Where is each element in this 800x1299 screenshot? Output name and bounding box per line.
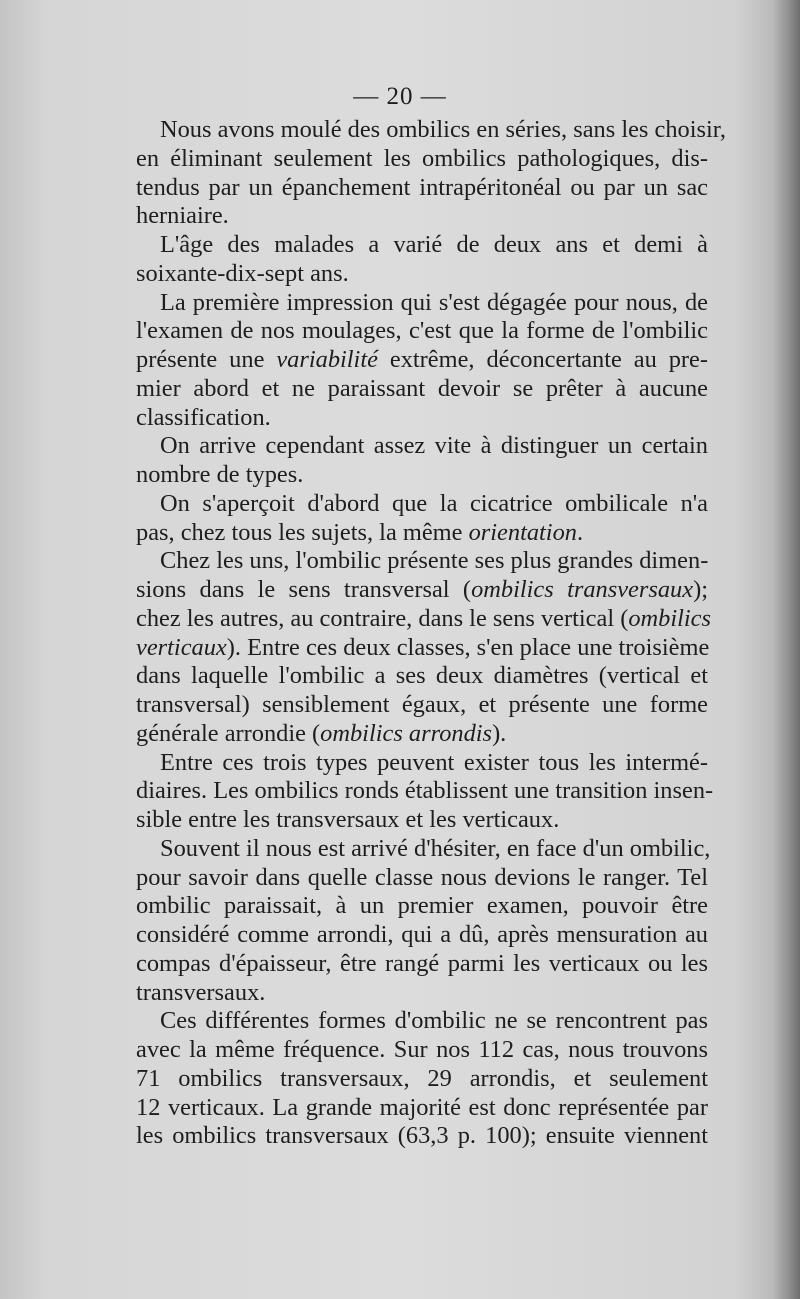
text-segment: diaires. Les ombilics ronds établissent une transition insen- [136, 777, 714, 805]
text-line [136, 1065, 708, 1094]
italic-text: orientation [468, 518, 577, 546]
text-segment: L'âge des malades a varié de deux ans et demi à [160, 231, 708, 258]
text-line [136, 432, 708, 461]
text-line [136, 950, 708, 979]
text-line [136, 519, 708, 548]
text-segment: les ombilics transversaux (63,3 p. 100); ensuite viennent [136, 1122, 708, 1150]
text-segment: dans laquelle l'ombilic a ses deux diamètres (vertical et [136, 662, 708, 690]
text-segment: chez les autres, au contraire, dans le sens vertical ( [136, 604, 629, 632]
paragraph [136, 490, 708, 548]
text-segment: extrême, déconcertante au pre- [377, 346, 708, 373]
text-line [136, 777, 714, 806]
text-segment: ); [693, 576, 708, 603]
text-segment: sions dans le sens transversal ( [136, 576, 472, 603]
text-line [136, 979, 708, 1008]
body-text [136, 116, 727, 1151]
text-segment: générale arrondie ( [136, 719, 321, 747]
text-line [136, 662, 708, 691]
text-line [136, 720, 708, 749]
text-line [136, 634, 708, 663]
text-line [136, 604, 711, 634]
text-segment: ). Entre ces deux classes, s'en place une troisième [226, 633, 710, 661]
paragraph [136, 289, 708, 433]
text-segment: ). [492, 719, 507, 747]
page-edge-shadow [772, 0, 800, 1299]
paragraph [136, 231, 708, 289]
text-line [136, 576, 708, 605]
text-segment: considéré comme arrondi, qui a dû, après mensuration au [136, 921, 708, 948]
text-segment: 71 ombilics transversaux, 29 arrondis, et seulement [136, 1064, 708, 1092]
text-segment: ombilic paraissait, à un premier examen, pouvoir être [136, 892, 708, 920]
text-line [136, 921, 708, 950]
text-segment: tendus par un épanchement intrapéritonéal ou par un sac [136, 173, 708, 201]
text-segment: herniaire. [136, 202, 229, 230]
text-line [136, 490, 708, 519]
text-line [136, 806, 708, 835]
text-segment: pour savoir dans quelle classe nous devions le ranger. Tel [136, 863, 708, 891]
text-line [136, 1094, 708, 1123]
text-line [136, 892, 708, 921]
text-segment: transversaux. [136, 978, 266, 1006]
text-segment: avec la même fréquence. Sur nos 112 cas, nous trouvons [136, 1036, 708, 1063]
text-line [136, 174, 708, 203]
text-line [136, 749, 708, 778]
text-line [136, 289, 708, 318]
italic-text: variabilité [276, 346, 378, 373]
text-segment: soixante-dix-sept ans. [136, 259, 349, 287]
text-segment: sible entre les transversaux et les verticaux. [136, 806, 560, 833]
paragraph [136, 116, 727, 231]
text-segment: mier abord et ne paraissant devoir se prêter à aucune [136, 374, 708, 402]
paragraph [136, 547, 711, 748]
paragraph [136, 1007, 708, 1151]
text-segment: l'examen de nos moulages, c'est que la forme de l'ombilic [136, 317, 708, 345]
text-segment: Chez les uns, l'ombilic présente ses plus grandes dimen- [160, 547, 709, 575]
text-segment: On s'aperçoit d'abord que la cicatrice ombilicale n'a [160, 489, 708, 517]
paragraph [136, 748, 714, 835]
text-line [136, 145, 708, 174]
text-segment: On arrive cependant assez vite à distinguer un certain [160, 432, 708, 460]
text-segment: Souvent il nous est arrivé d'hésiter, en face d'un ombilic, [160, 834, 711, 862]
text-line [136, 346, 708, 375]
text-segment: compas d'épaisseur, être rangé parmi les verticaux ou les [136, 949, 708, 977]
text-line [136, 202, 708, 231]
text-line [136, 461, 708, 490]
italic-text: ombilics arrondis [320, 719, 493, 747]
text-line [136, 1122, 708, 1151]
text-line [136, 317, 708, 346]
paragraph [136, 432, 708, 490]
text-line [136, 404, 708, 433]
text-line [136, 547, 708, 576]
page-number: — 20 — [353, 83, 447, 110]
text-segment: nombre de types. [136, 461, 304, 488]
text-segment: Nous avons moulé des ombilics en séries, sans les choisir, [160, 116, 727, 143]
text-line [136, 260, 708, 289]
text-line [136, 375, 708, 404]
italic-text: verticaux [136, 633, 227, 661]
text-line [136, 691, 708, 720]
text-segment: présente une [136, 346, 277, 373]
italic-text: ombilics [628, 604, 711, 632]
text-line [136, 1007, 708, 1036]
text-segment: en éliminant seulement les ombilics pathologiques, dis- [136, 144, 708, 172]
text-line [136, 834, 711, 864]
text-segment: La première impression qui s'est dégagée pour nous, de [160, 288, 708, 316]
paragraph [136, 834, 711, 1008]
text-line [136, 231, 708, 260]
text-segment: transversal) sensiblement égaux, et présente une forme [136, 691, 708, 718]
text-segment: Entre ces trois types peuvent exister tous les intermé- [160, 748, 708, 776]
text-segment: . [576, 518, 584, 546]
italic-text: ombilics transversaux [471, 576, 694, 603]
text-line [136, 116, 727, 145]
text-segment: Ces différentes formes d'ombilic ne se rencontrent pas [160, 1007, 708, 1035]
text-segment: pas, chez tous les sujets, la même [136, 518, 469, 546]
text-segment: classification. [136, 403, 271, 431]
text-segment: 12 verticaux. La grande majorité est donc représentée par [136, 1093, 708, 1121]
text-line [136, 1036, 708, 1065]
text-line [136, 864, 708, 893]
